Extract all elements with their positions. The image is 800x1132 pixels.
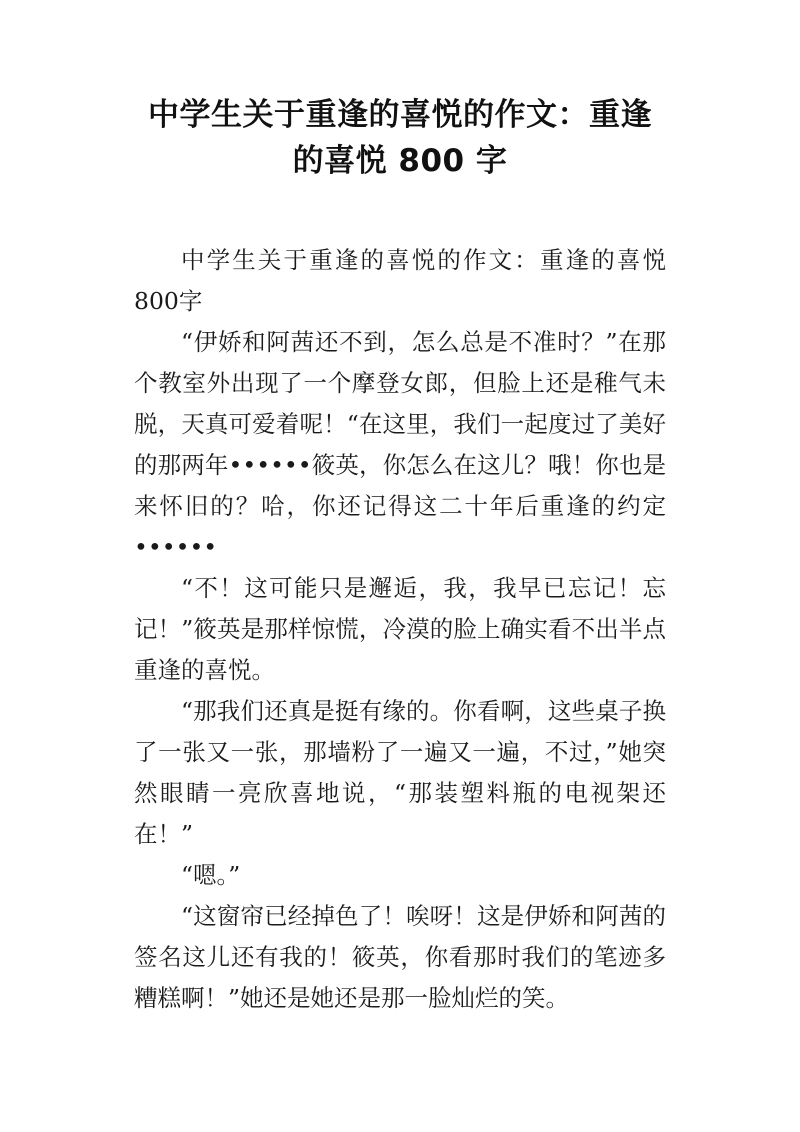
paragraph: 中学生关于重逢的喜悦的作文：重逢的喜悦800字 [134,246,666,315]
paragraph: “不！这可能只是邂逅，我，我早已忘记！忘记！”筱英是那样惊慌，冷漠的脸上确实看不出半点重逢的喜悦。 [134,574,666,684]
paragraph: “那我们还真是挺有缘的。你看啊，这些桌子换了一张又一张，那墙粉了一遍又一遍，不过，”她突然眼睛一亮欣喜地说，“那装塑料瓶的电视架还在！” [134,697,666,848]
paragraph: “伊娇和阿茜还不到，怎么总是不准时？”在那个教室外出现了一个摩登女郎，但脸上还是稚气未脱，天真可爱着呢！“在这里，我们一起度过了美好的那两年••••••筱英，你怎么在这儿？哦！你也是来怀旧的？哈，你还记得这二十年后重逢的约定•••••• [134,328,666,561]
paragraph: “嗯。” [181,861,241,889]
document-title [110,92,690,184]
title-line-1: 中学生关于重逢的喜悦的作文：重逢 [148,97,652,133]
document-body [134,240,666,1019]
title-line-2: 的喜悦 800 字 [292,143,508,179]
paragraph: “这窗帘已经掉色了！唉呀！这是伊娇和阿茜的签名这儿还有我的！筱英，你看那时我们的笔迹多糟糕啊！”她还是她还是那一脸灿烂的笑。 [134,902,666,1012]
